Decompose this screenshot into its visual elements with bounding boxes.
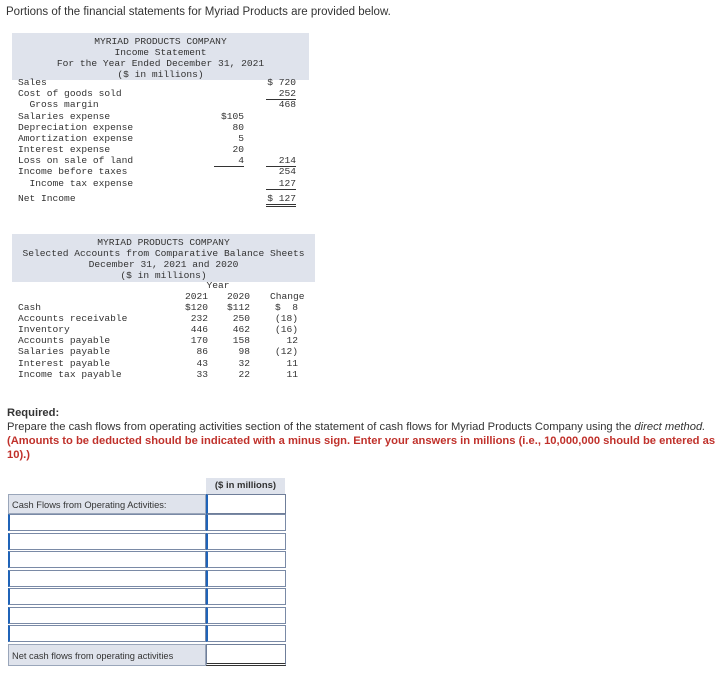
bs-row-label: Salaries payable [18,346,111,358]
is-row-label: Amortization expense [18,133,134,144]
bs-row-change: 12 [286,335,298,347]
is-title-company: MYRIAD PRODUCTS COMPANY [94,36,227,47]
is-row-value-col2: $ 720 [267,77,296,88]
bs-title-units: ($ in millions) [120,270,207,281]
bs-row-change: (12) [274,346,298,358]
bs-row-2020: 22 [238,368,250,380]
total-amount-input[interactable] [206,644,286,666]
bs-header-change: Change [270,291,305,302]
amount-input[interactable] [206,533,286,550]
bs-row-2020: 462 [232,324,250,336]
is-row-value-col1: 20 [232,144,244,155]
section-label-row [8,494,206,514]
section-label: Cash Flows from Operating Activities: [12,500,167,510]
required-section [7,406,719,462]
bs-row-label: Inventory [18,324,70,336]
is-row-label: Salaries expense [18,111,111,122]
is-row-label: Net Income [18,193,76,204]
bs-year-label: Year [206,280,230,291]
amount-input[interactable] [206,607,286,624]
amount-input[interactable] [206,514,286,531]
bs-row-label: Interest payable [18,357,111,369]
bs-row-2021: 43 [196,357,208,369]
is-row-label: Depreciation expense [18,122,134,133]
bs-row-change: (16) [274,324,298,336]
is-row-label: Gross margin [18,99,99,110]
amount-input[interactable] [206,551,286,568]
is-row-value-col1: 5 [238,133,244,144]
amount-input[interactable] [206,570,286,587]
description-input[interactable] [8,551,206,568]
bs-row-2021: $120 [184,302,208,313]
is-row-value-col1: 4 [214,155,244,167]
is-row-value-col2: $ 127 [266,193,296,207]
balance-sheet-header [12,234,315,282]
bs-title-dates: December 31, 2021 and 2020 [88,259,239,270]
bs-row-change: (18) [274,313,298,325]
bs-row-2021: 86 [196,346,208,358]
is-row-value-col2: 127 [266,178,296,190]
income-statement-header [12,33,309,80]
bs-row-2020: $112 [226,302,250,313]
bs-row-2021: 446 [190,324,208,336]
bs-row-label: Accounts receivable [18,313,128,325]
bs-row-change: 11 [286,368,298,380]
required-instructions: Prepare the cash flows from operating activities section of the statement of cash flows for Myriad Products Company using the [7,421,635,433]
bs-row-2021: 33 [196,368,208,380]
description-input[interactable] [8,514,206,531]
bs-row-label: Cash [18,302,42,313]
bs-row-change: $ 8 [274,302,298,313]
bs-title-name: Selected Accounts from Comparative Balance Sheets [22,248,305,259]
is-row-label: Income tax expense [18,178,134,189]
required-direct-method: direct method. [634,421,706,433]
is-title-name: Income Statement [114,47,207,58]
bs-header-2021: 2021 [184,291,208,302]
is-row-value-col2: 468 [278,99,296,110]
is-row-value-col1: 80 [232,122,244,133]
section-amount-input[interactable] [206,494,286,514]
amount-column-header: ($ in millions) [206,478,285,494]
total-label-row [8,644,206,666]
bs-row-2020: 32 [238,357,250,369]
is-row-label: Interest expense [18,144,111,155]
intro-text: Portions of the financial statements for Myriad Products are provided below. [6,6,391,18]
description-input[interactable] [8,625,206,642]
total-label: Net cash flows from operating activities [12,651,174,661]
is-row-label: Income before taxes [18,166,128,177]
description-input[interactable] [8,570,206,587]
bs-row-2021: 232 [190,313,208,325]
description-input[interactable] [8,533,206,550]
bs-header-2020: 2020 [226,291,250,302]
is-row-value-col2: 254 [278,166,296,177]
required-note: (Amounts to be deducted should be indicated with a minus sign. Enter your answers in millions (i.e., 10,000,000 should be entered as 10).) [7,435,716,461]
bs-title-company: MYRIAD PRODUCTS COMPANY [97,237,230,248]
description-input[interactable] [8,588,206,605]
required-heading: Required: [7,407,60,419]
bs-row-change: 11 [286,357,298,369]
is-row-label: Loss on sale of land [18,155,134,166]
is-row-value-col2: 214 [266,155,296,167]
is-row-label: Sales [18,77,47,88]
bs-row-label: Income tax payable [18,368,122,380]
is-row-value-col2: 252 [266,88,296,100]
bs-row-2020: 98 [238,346,250,358]
bs-row-2020: 158 [232,335,250,347]
is-row-label: Cost of goods sold [18,88,122,99]
bs-row-2020: 250 [232,313,250,325]
is-title-units: ($ in millions) [117,69,204,80]
description-input[interactable] [8,607,206,624]
bs-row-2021: 170 [190,335,208,347]
is-row-value-col1: $105 [220,111,244,122]
amount-input[interactable] [206,625,286,642]
is-title-period: For the Year Ended December 31, 2021 [56,58,265,69]
bs-row-label: Accounts payable [18,335,111,347]
amount-input[interactable] [206,588,286,605]
